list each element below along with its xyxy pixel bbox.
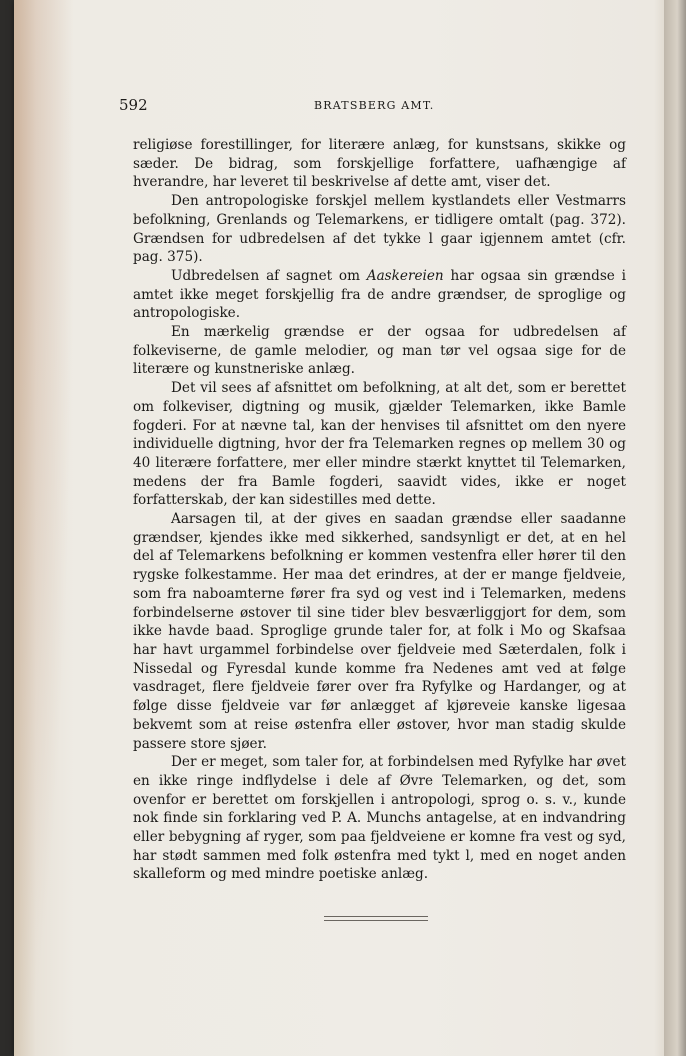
paragraph-4: En mærkelig grændse er der ogsaa for udbredelsen af folkeviserne, de gamle melodier, og man tør vel ogsaa sige for de literære og kunstneriske anlæg.: [133, 324, 626, 378]
paragraph-7: Der er meget, som taler for, at forbindelsen med Ryfylke har øvet en ikke ringe indflydelse i dele af Øvre Telemarken, og det, som ovenfor er berettet om forskjellen i antropologi, sprog o. s. v., kunde nok finde sin forklaring ved P. A. Munchs antagelse, at en indvandring eller bebygning af ryger, som paa fjeldveiene er komne fra vest og syd, har stødt sammen med folk østenfra med tykt l, med en noget anden skalleform og med mindre poetiske anlæg.: [133, 754, 626, 883]
paragraph-3-after: har ogsaa sin grændse i amtet ikke meget forskjellig fra de andre grændser, de sproglige og antropologiske.: [133, 267, 626, 322]
page-number: 592: [119, 96, 148, 114]
page-edge-shadow: [664, 0, 686, 1056]
paragraph-3-before: Udbredelsen af sagnet om: [171, 267, 367, 284]
page-header: [119, 96, 459, 118]
paragraph-5: Det vil sees af afsnittet om befolkning, at alt det, som er berettet om folkeviser, digtning og musik, gjælder Telemarken, ikke Bamle fogderi. For at nævne tal, kan der henvises til afsnittet om den nyere individuelle digtning, hvor der fra Telemarken regnes op mellem 30 og 40 literære forfattere, mer eller mindre stærkt knyttet til Telemarken, medens der fra Bamle fogderi, saavidt vides, ikke er noget forfatterskab, der kan sidestilles med dette.: [133, 380, 626, 509]
paragraph-3: [133, 267, 626, 323]
paragraph-1: religiøse forestillinger, for literære anlæg, for kunstsans, skikke og sæder. De bidrag, som forskjellige forfattere, uafhængige af hverandre, har leveret til beskrivelse af dette amt, viser det.: [133, 137, 626, 191]
closing-double-rule: [324, 916, 428, 921]
running-head: BRATSBERG AMT.: [314, 99, 435, 112]
paragraph-6: Aarsagen til, at der gives en saadan grændse eller saadanne grændser, kjendes ikke med sikkerhed, sandsynligt er det, at en hel del af Telemarkens befolkning er kommen vestenfra eller hører til den rygske folkestamme. Her maa det erindres, at der er mange fjeldveie, som fra naboamterne fører fra syd og vest ind i Telemarken, medens forbindelserne østover til sine tider blev besværliggjort for dem, som ikke havde baad. Sproglige grunde taler for, at folk i Mo og Skafsaa har havt urgammel forbindelse over fjeldveie med Sæterdalen, folk i Nissedal og Fyresdal kunde komme fra Nedenes amt ved at følge vasdraget, flere fjeldveie fører over fra Ryfylke og Hardanger, og at følge disse fjeldveie var før anlægget af kjøreveie kanske ligesaa bekvemt som at reise østenfra eller østover, hvor man stadig skulde passere store sjøer.: [133, 511, 626, 752]
italic-term-aaskereien: Aaskereien: [366, 267, 444, 284]
body-text: [133, 136, 626, 916]
book-page: [14, 0, 664, 1056]
paragraph-2: Den antropologiske forskjel mellem kystlandets eller Vestmarrs befolkning, Grenlands og Telemarkens, er tidligere omtalt (pag. 372). Grændsen for udbredelsen af det tykke l gaar igjennem amtet (cfr. pag. 375).: [133, 193, 626, 266]
